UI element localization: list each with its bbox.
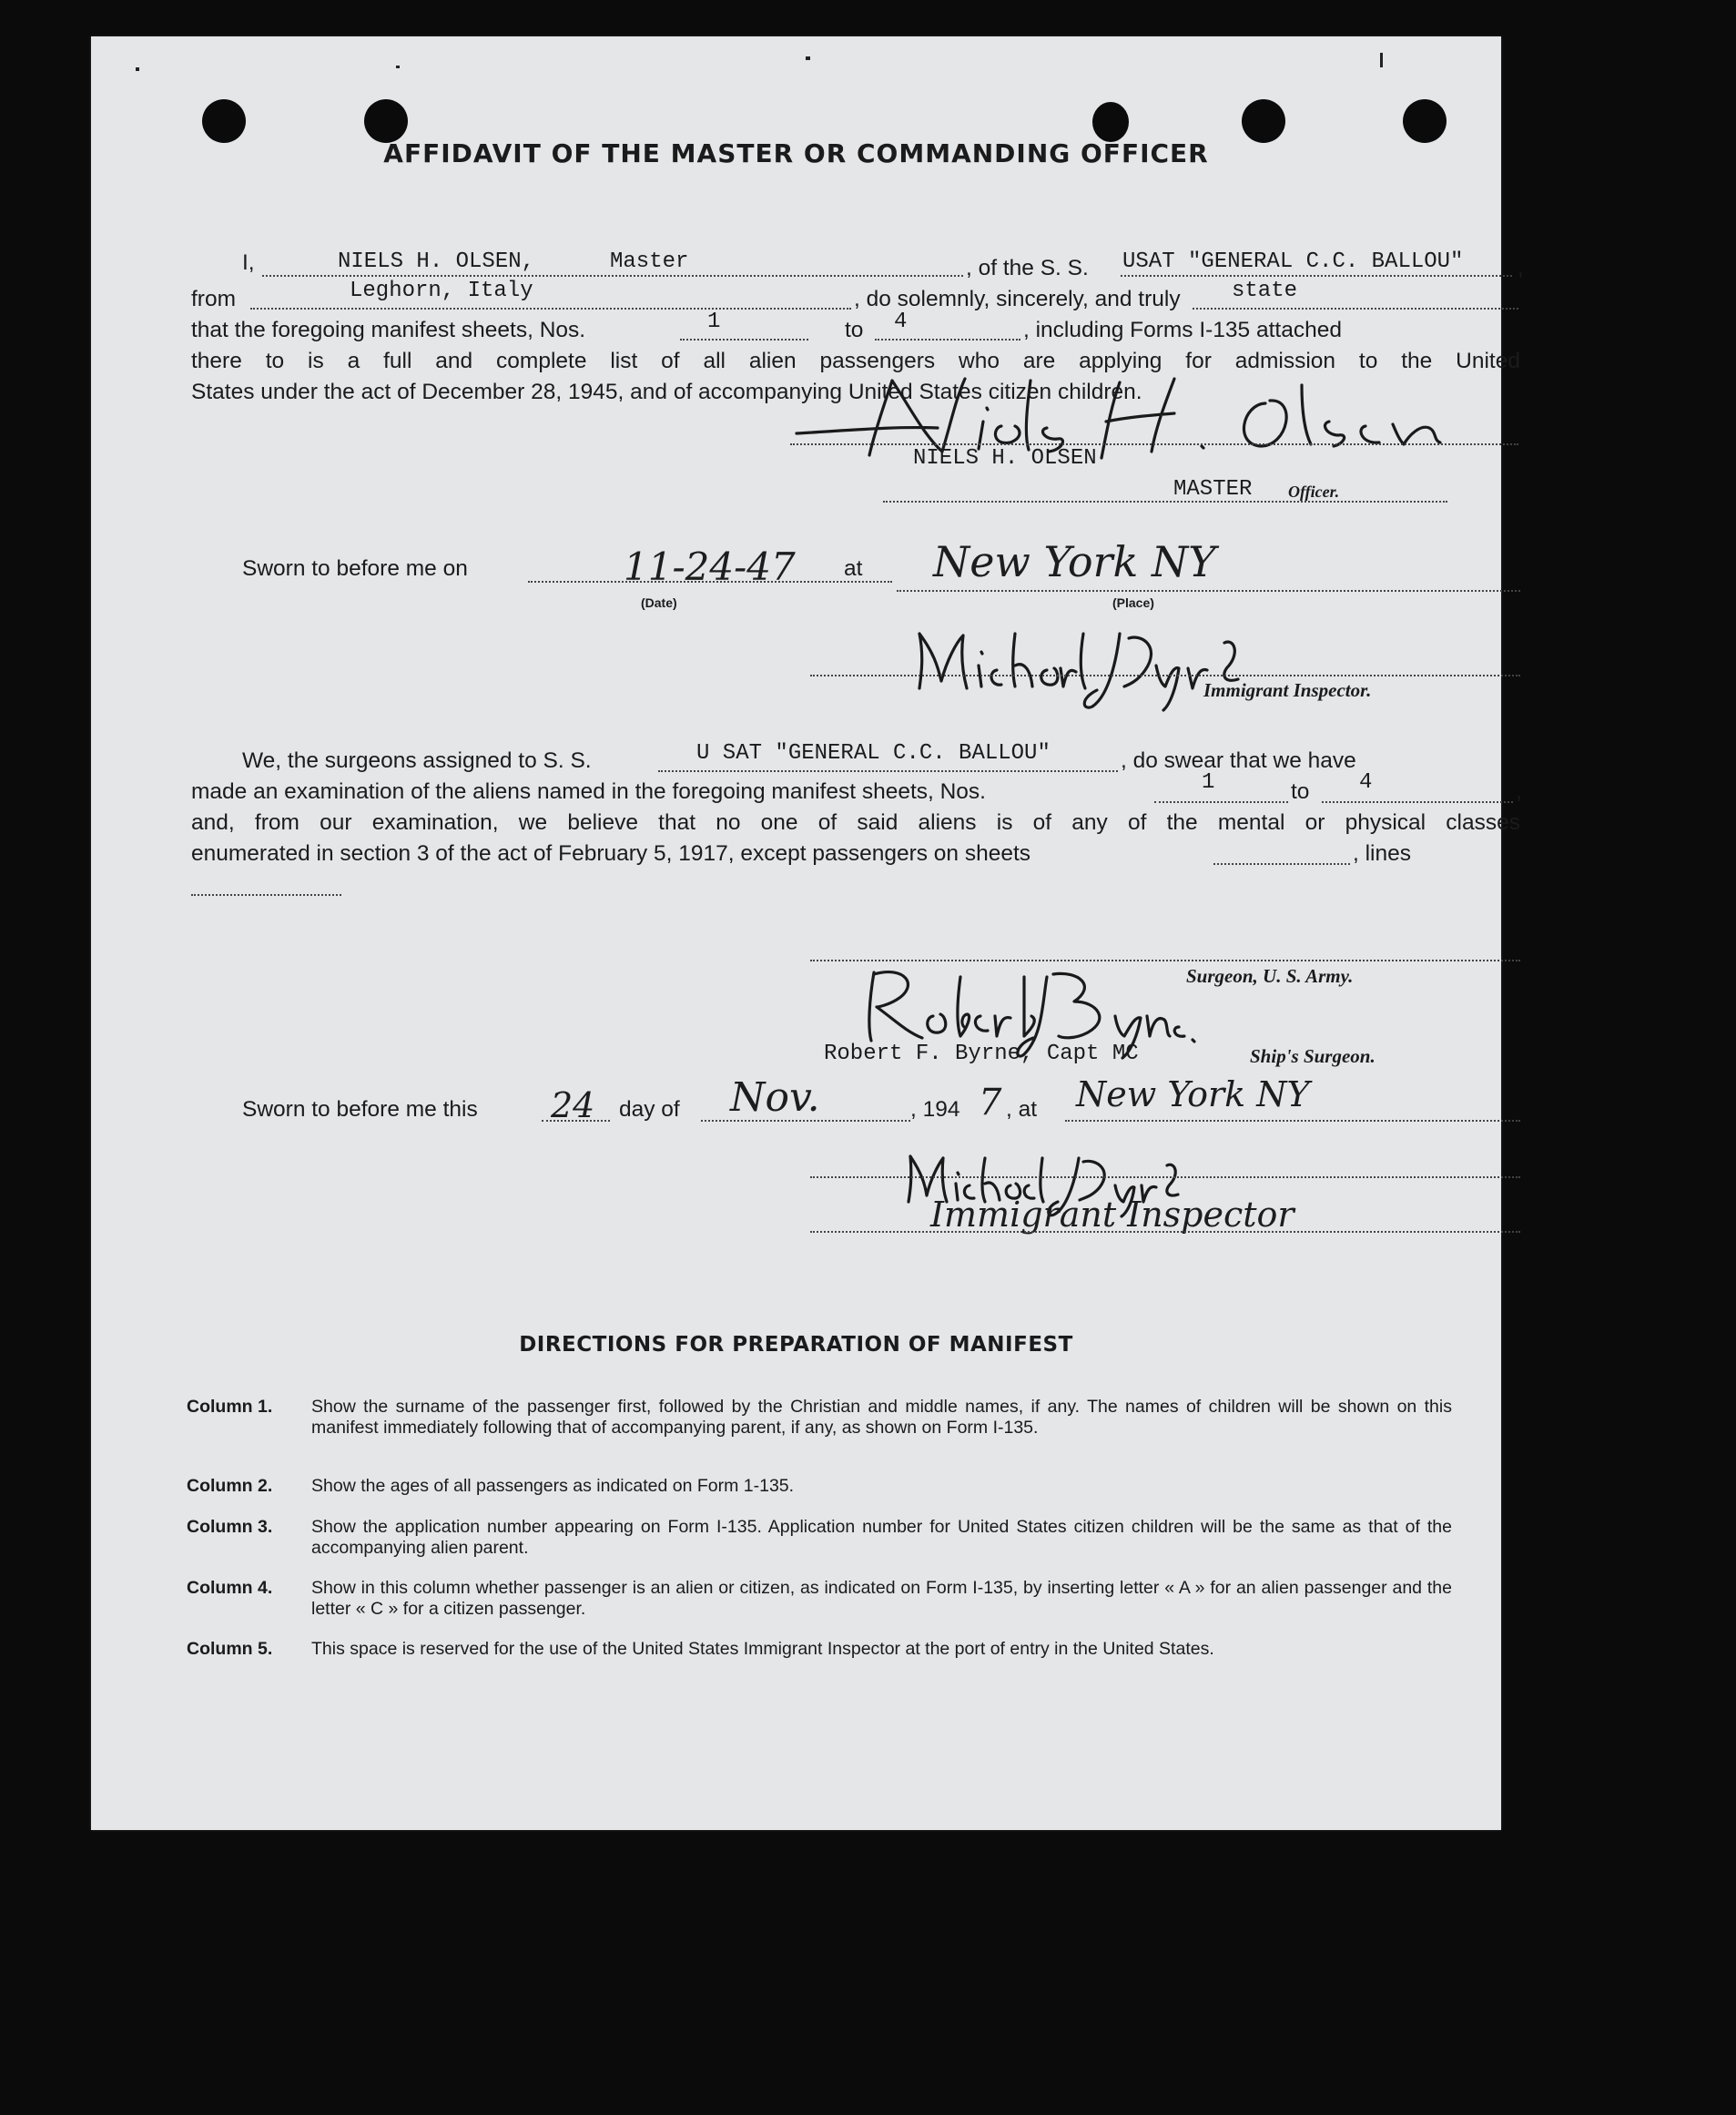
punch-hole [202,99,246,143]
master-title-line [883,501,1447,503]
directions-title: DIRECTIONS FOR PREPARATION OF MANIFEST [519,1333,1073,1357]
surgeon-sheet-to: 4 [1359,770,1373,795]
state-typed: state [1232,279,1298,303]
army-surgeon-line [810,960,1520,961]
except-sheets-line [1213,863,1350,865]
direction-column-5 [187,1639,1452,1660]
direction-column-3 [187,1517,1452,1559]
state-fill-line [1193,308,1518,310]
from-label: from [191,287,236,311]
solemnly-label: , do solemnly, sincerely, and truly [854,287,1181,311]
army-surgeon-role: Surgeon, U. S. Army. [1186,965,1354,987]
surgeon-to-label: to [1291,779,1310,804]
surgeon-sheet-from-line [1154,801,1288,803]
inspector-2-role-handwritten: Immigrant Inspector [930,1195,1294,1235]
column-label: Column 1. [187,1397,273,1417]
lines-label: , lines [1353,841,1412,866]
master-typed-name: NIELS H. OLSEN [913,446,1097,471]
ship-name-typed: USAT "GENERAL C.C. BALLOU" [1122,249,1464,274]
ship-fill-line [1121,275,1512,277]
sworn-on-label: Sworn to before me on [242,556,468,581]
name-fill-line [262,275,963,277]
inspector-1-line [810,675,1520,676]
punch-hole [1092,102,1129,142]
master-typed-title: MASTER [1173,477,1253,502]
sworn-place-handwritten-2: New York NY [1076,1074,1310,1114]
except-lines-line [191,894,341,896]
column-label: Column 4. [187,1578,273,1598]
speck [136,67,139,71]
date-caption: (Date) [641,595,677,610]
surgeon-ship-typed: U SAT "GENERAL C.C. BALLOU" [696,741,1051,766]
at-label: at [844,556,863,581]
swear-label: , do swear that we have [1121,748,1356,773]
at-label-2: , at [1006,1097,1038,1122]
officer-caption: Officer. [1288,483,1340,501]
punch-hole [1403,99,1447,143]
affidavit-line-3: there to is a full and complete list of all alien passengers who are applying for admission to the United [191,349,1520,373]
punch-hole [364,99,408,143]
direction-column-2 [187,1476,1452,1497]
column-text: Show the ages of all passengers as indicated on Form 1-135. [311,1476,795,1496]
ship-surgeon-role: Ship's Surgeon. [1250,1045,1376,1067]
master-signature [792,371,1484,463]
sworn-month-handwritten: Nov. [730,1074,820,1121]
column-text: This space is reserved for the use of the United States Immigrant Inspector at the port of entry in the United States. [311,1639,1214,1659]
foregoing-label: that the foregoing manifest sheets, Nos. [191,318,586,342]
of-ss-label: , of the S. S. [966,256,1089,280]
sworn-place-handwritten: New York NY [933,537,1216,586]
day-of-label: day of [619,1097,680,1122]
sworn-day-handwritten: 24 [551,1085,595,1125]
direction-column-4 [187,1578,1452,1620]
speck [806,56,810,60]
affidavit-title: AFFIDAVIT OF THE MASTER OR COMMANDING OFFICER [383,138,1209,168]
from-fill-line [250,308,851,310]
master-rank-typed: Master [610,249,689,274]
examination-label: made an examination of the aliens named in the foregoing manifest sheets, Nos. [191,779,986,804]
including-label: , including Forms I-135 attached [1023,318,1342,342]
master-signature-line [790,443,1518,445]
column-label: Column 5. [187,1639,273,1659]
surgeons-label: We, the surgeons assigned to S. S. [242,748,592,773]
column-label: Column 2. [187,1476,273,1496]
surgeon-sheet-from: 1 [1202,770,1215,795]
master-name-typed: NIELS H. OLSEN, [338,249,535,274]
sworn-this-label: Sworn to before me this [242,1097,478,1122]
surgeon-ship-line [658,770,1118,772]
sworn-date-handwritten: 11-24-47 [624,544,796,589]
direction-column-1 [187,1397,1452,1439]
inspector-2-role-line [810,1231,1520,1233]
surgeon-typed-name: Robert F. Byrne, Capt MC [824,1042,1139,1066]
comma: , [1518,256,1524,280]
from-typed: Leghorn, Italy [350,279,533,303]
inspector-2-line [810,1176,1520,1178]
enumerated-label: enumerated in section 3 of the act of February 5, 1917, except passengers on sheets [191,841,1031,866]
year-prefix-label: , 194 [910,1097,960,1122]
word-i: I, [242,250,255,275]
inspector-1-role: Immigrant Inspector. [1203,679,1372,701]
place-caption: (Place) [1112,595,1154,610]
to-label: to [845,318,864,342]
sheet-to-typed: 4 [894,310,908,334]
affidavit-line-4: States under the act of December 28, 1945, and of accompanying United States citizen children. [191,380,1142,404]
column-label: Column 3. [187,1517,273,1537]
column-text: Show the application number appearing on Form I-135. Application number for United States citizen children will be the same as that of the accompanying alien parent. [311,1517,1452,1558]
sworn-place-line [897,590,1520,592]
sworn-place-line-2 [1065,1120,1520,1122]
column-text: Show in this column whether passenger is an alien or citizen, as indicated on Form I-135, by inserting letter « A » for an alien passenger and the letter « C » for a citizen passenger. [311,1578,1452,1619]
sworn-year-digit: 7 [979,1082,1002,1124]
sheet-from-typed: 1 [707,310,721,334]
column-text: Show the surname of the passenger first, followed by the Christian and middle names, if any. The names of children will be shown on this manifest immediately following that of accompanying parent, if any, as shown on Form I-135. [311,1397,1452,1438]
punch-hole [1242,99,1285,143]
affidavit-document [91,36,1524,1830]
speck [396,66,400,68]
surgeon-line-3: and, from our examination, we believe that no one of said aliens is of any of the mental or physical classes [191,810,1520,835]
comma: , [1516,779,1522,804]
sheet-to-fill-line [875,339,1020,341]
sheet-from-fill-line [680,339,808,341]
speck [1380,53,1383,67]
surgeon-sheet-to-line [1322,801,1513,803]
